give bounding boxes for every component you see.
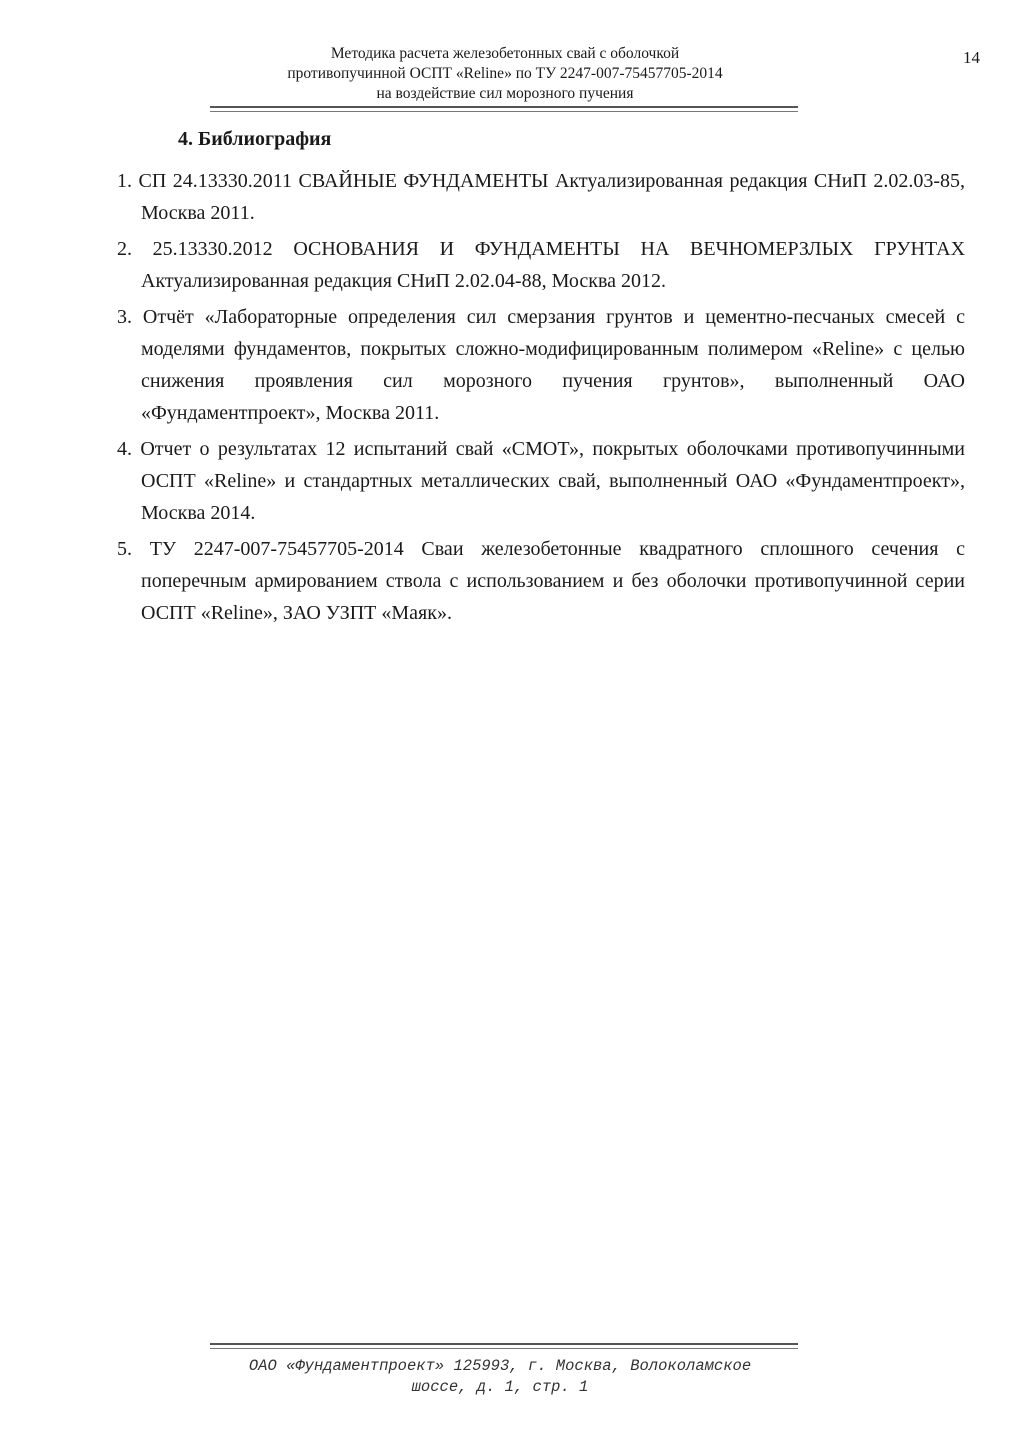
item-number: 1. — [117, 170, 132, 192]
item-number: 5. — [117, 538, 132, 560]
page-footer — [180, 1356, 820, 1398]
header-line-1: Методика расчета железобетонных свай с оболочкой — [330, 45, 680, 62]
bibliography-item — [117, 301, 965, 429]
item-text: ТУ 2247-007-75457705-2014 Сваи железобетонные квадратного сплошного сечения с поперечным армированием ствола с использованием и без оболочки противопучинной серии ОСПТ «Reline», ЗАО УЗПТ «Маяк». — [141, 538, 965, 624]
item-text: 25.13330.2012 ОСНОВАНИЯ И ФУНДАМЕНТЫ НА ВЕЧНОМЕРЗЛЫХ ГРУНТАХ Актуализированная редакция СНиП 2.02.04-88, Москва 2012. — [141, 238, 966, 292]
header-line-3: на воздействие сил морозного пучения — [376, 85, 634, 102]
footer-rule — [210, 1343, 798, 1345]
footer-line-1: ОАО «Фундаментпроект» 125993, г. Москва, Волоколамское — [248, 1357, 752, 1375]
item-text: Отчет о результатах 12 испытаний свай «СМОТ», покрытых оболочками противопучинными ОСПТ «Reline» и стандартных металлических свай, выполненный ОАО «Фундаментпроект», Москва 2014. — [140, 438, 966, 524]
item-number: 2. — [117, 238, 132, 260]
item-text: СП 24.13330.2011 СВАЙНЫЕ ФУНДАМЕНТЫ Актуализированная редакция СНиП 2.02.03-85, Москва 2011. — [138, 170, 966, 224]
header-rule-inner — [210, 111, 798, 112]
item-number: 4. — [117, 438, 132, 460]
footer-line-2: шоссе, д. 1, стр. 1 — [411, 1378, 589, 1396]
header-line-2: противопучинной ОСПТ «Reline» по ТУ 2247-007-75457705-2014 — [287, 65, 723, 82]
bibliography-item — [117, 433, 965, 529]
page-number: 14 — [963, 48, 980, 67]
item-number: 3. — [117, 306, 132, 328]
header-rule — [210, 106, 798, 108]
running-header — [210, 44, 800, 104]
bibliography-list — [117, 165, 965, 633]
bibliography-item — [117, 233, 965, 297]
bibliography-item — [117, 533, 965, 629]
item-text: Отчёт «Лабораторные определения сил смерзания грунтов и цементно-песчаных смесей с моделями фундаментов, покрытых сложно-модифицированным полимером «Reline» с целью снижения проявления сил морозного пучения грунтов», выполненный ОАО «Фундаментпроект», Москва 2011. — [141, 306, 966, 424]
section-title: 4. Библиография — [178, 128, 332, 150]
bibliography-item — [117, 165, 965, 229]
footer-rule-inner — [210, 1348, 798, 1349]
